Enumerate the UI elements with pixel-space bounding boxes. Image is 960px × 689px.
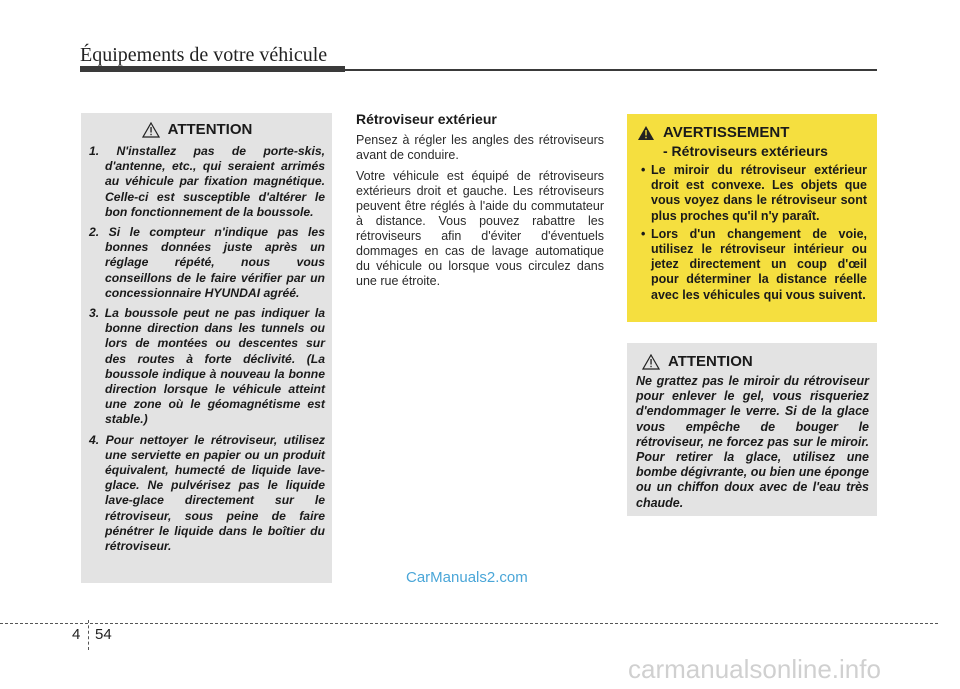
section-paragraph: Pensez à régler les angles des rétroviseurs avant de conduire.: [356, 133, 604, 162]
footer-dashed-rule: [0, 623, 938, 624]
watermark-carmanuals: CarManuals2.com: [406, 569, 528, 586]
attention-title-text: ATTENTION: [668, 353, 753, 370]
caution-triangle-icon: [642, 354, 660, 370]
section-heading: Rétroviseur extérieur: [356, 111, 497, 127]
attention-title-text: ATTENTION: [167, 121, 253, 138]
attention-box-compass: [81, 113, 332, 583]
header-rule-thin: [345, 69, 877, 71]
warning-triangle-icon: [637, 125, 655, 141]
warning-box-mirrors: [627, 114, 877, 322]
exterior-mirror-section: [356, 108, 604, 295]
attention-item: 3. La boussole peut ne pas indiquer la bonne direction dans les tunnels ou lors de montées ou descentes sur des routes à forte déclivité. (La boussole indique à nouveau la bonne direction lorsque le véhicule atteint une zone où le géomagnétisme est stable.): [89, 306, 325, 427]
warning-title: [637, 124, 867, 141]
warning-item: • Lors d'un changement de voie, utilisez le rétroviseur intérieur ou jetez directement un coup d'œil pour déterminer la distance réelle avec les véhicules qui vous suivent.: [637, 227, 867, 303]
warning-item: • Le miroir du rétroviseur extérieur droit est convexe. Les objets que vous voyez dans le rétroviseur sont plus proches qu'il n'y paraît.: [637, 163, 867, 224]
warning-title-text: AVERTISSEMENT: [663, 124, 790, 141]
header-rule-thick: [80, 66, 345, 72]
footer-page-separator: [88, 620, 89, 650]
site-watermark: carmanualsonline.info: [628, 654, 881, 684]
chapter-number: 4: [72, 626, 81, 643]
caution-triangle-icon: [142, 122, 160, 138]
attention-item: 4. Pour nettoyer le rétroviseur, utilisez une serviette en papier ou un produit équivalent, humecté de liquide lave-glace. Ne pulvérisez pas le liquide lave-glace directement sur le rétroviseur, sous peine de faire pénétrer le liquide dans le boîtier du rétroviseur.: [89, 432, 325, 554]
page-header-title: Équipements de votre véhicule: [80, 44, 328, 66]
attention-title: [69, 121, 325, 138]
attention-title: [642, 353, 869, 370]
warning-subtitle: - Rétroviseurs extérieurs: [663, 143, 828, 159]
page-number: 54: [95, 626, 112, 643]
warning-list: [637, 163, 867, 303]
attention-item: 1. N'installez pas de porte-skis, d'antenne, etc., qui seraient arrimés au véhicule par fixation magnétique. Celle-ci est susceptible d'altérer le bon fonctionnement de la boussole.: [89, 144, 325, 219]
attention-text: Ne grattez pas le miroir du rétroviseur pour enlever le gel, vous risqueriez d'endommager le verre. Si de la glace vous empêche de bouger le rétroviseur, ne forcez pas sur le miroir. Pour retirer la glace, utilisez une bombe dégivrante, ou bien une éponge ou un chiffon doux avec de l'eau très chaude.: [636, 374, 869, 510]
section-paragraph: Votre véhicule est équipé de rétroviseurs extérieurs droit et gauche. Les rétroviseurs peuvent être réglés à l'aide du commutateur à distance. Vous pouvez rabattre les rétroviseurs afin d'éviter d'éventuels dommages en cas de lavage automatique du véhicule ou lorsque vous circulez dans une rue étroite.: [356, 169, 604, 288]
attention-list: [89, 144, 325, 554]
attention-box-mirror-ice: [627, 343, 877, 516]
attention-item: 2. Si le compteur n'indique pas les bonnes données juste après un réglage répété, nous vous conseillons de le faire vérifier par un concessionnaire HYUNDAI agréé.: [89, 225, 325, 300]
